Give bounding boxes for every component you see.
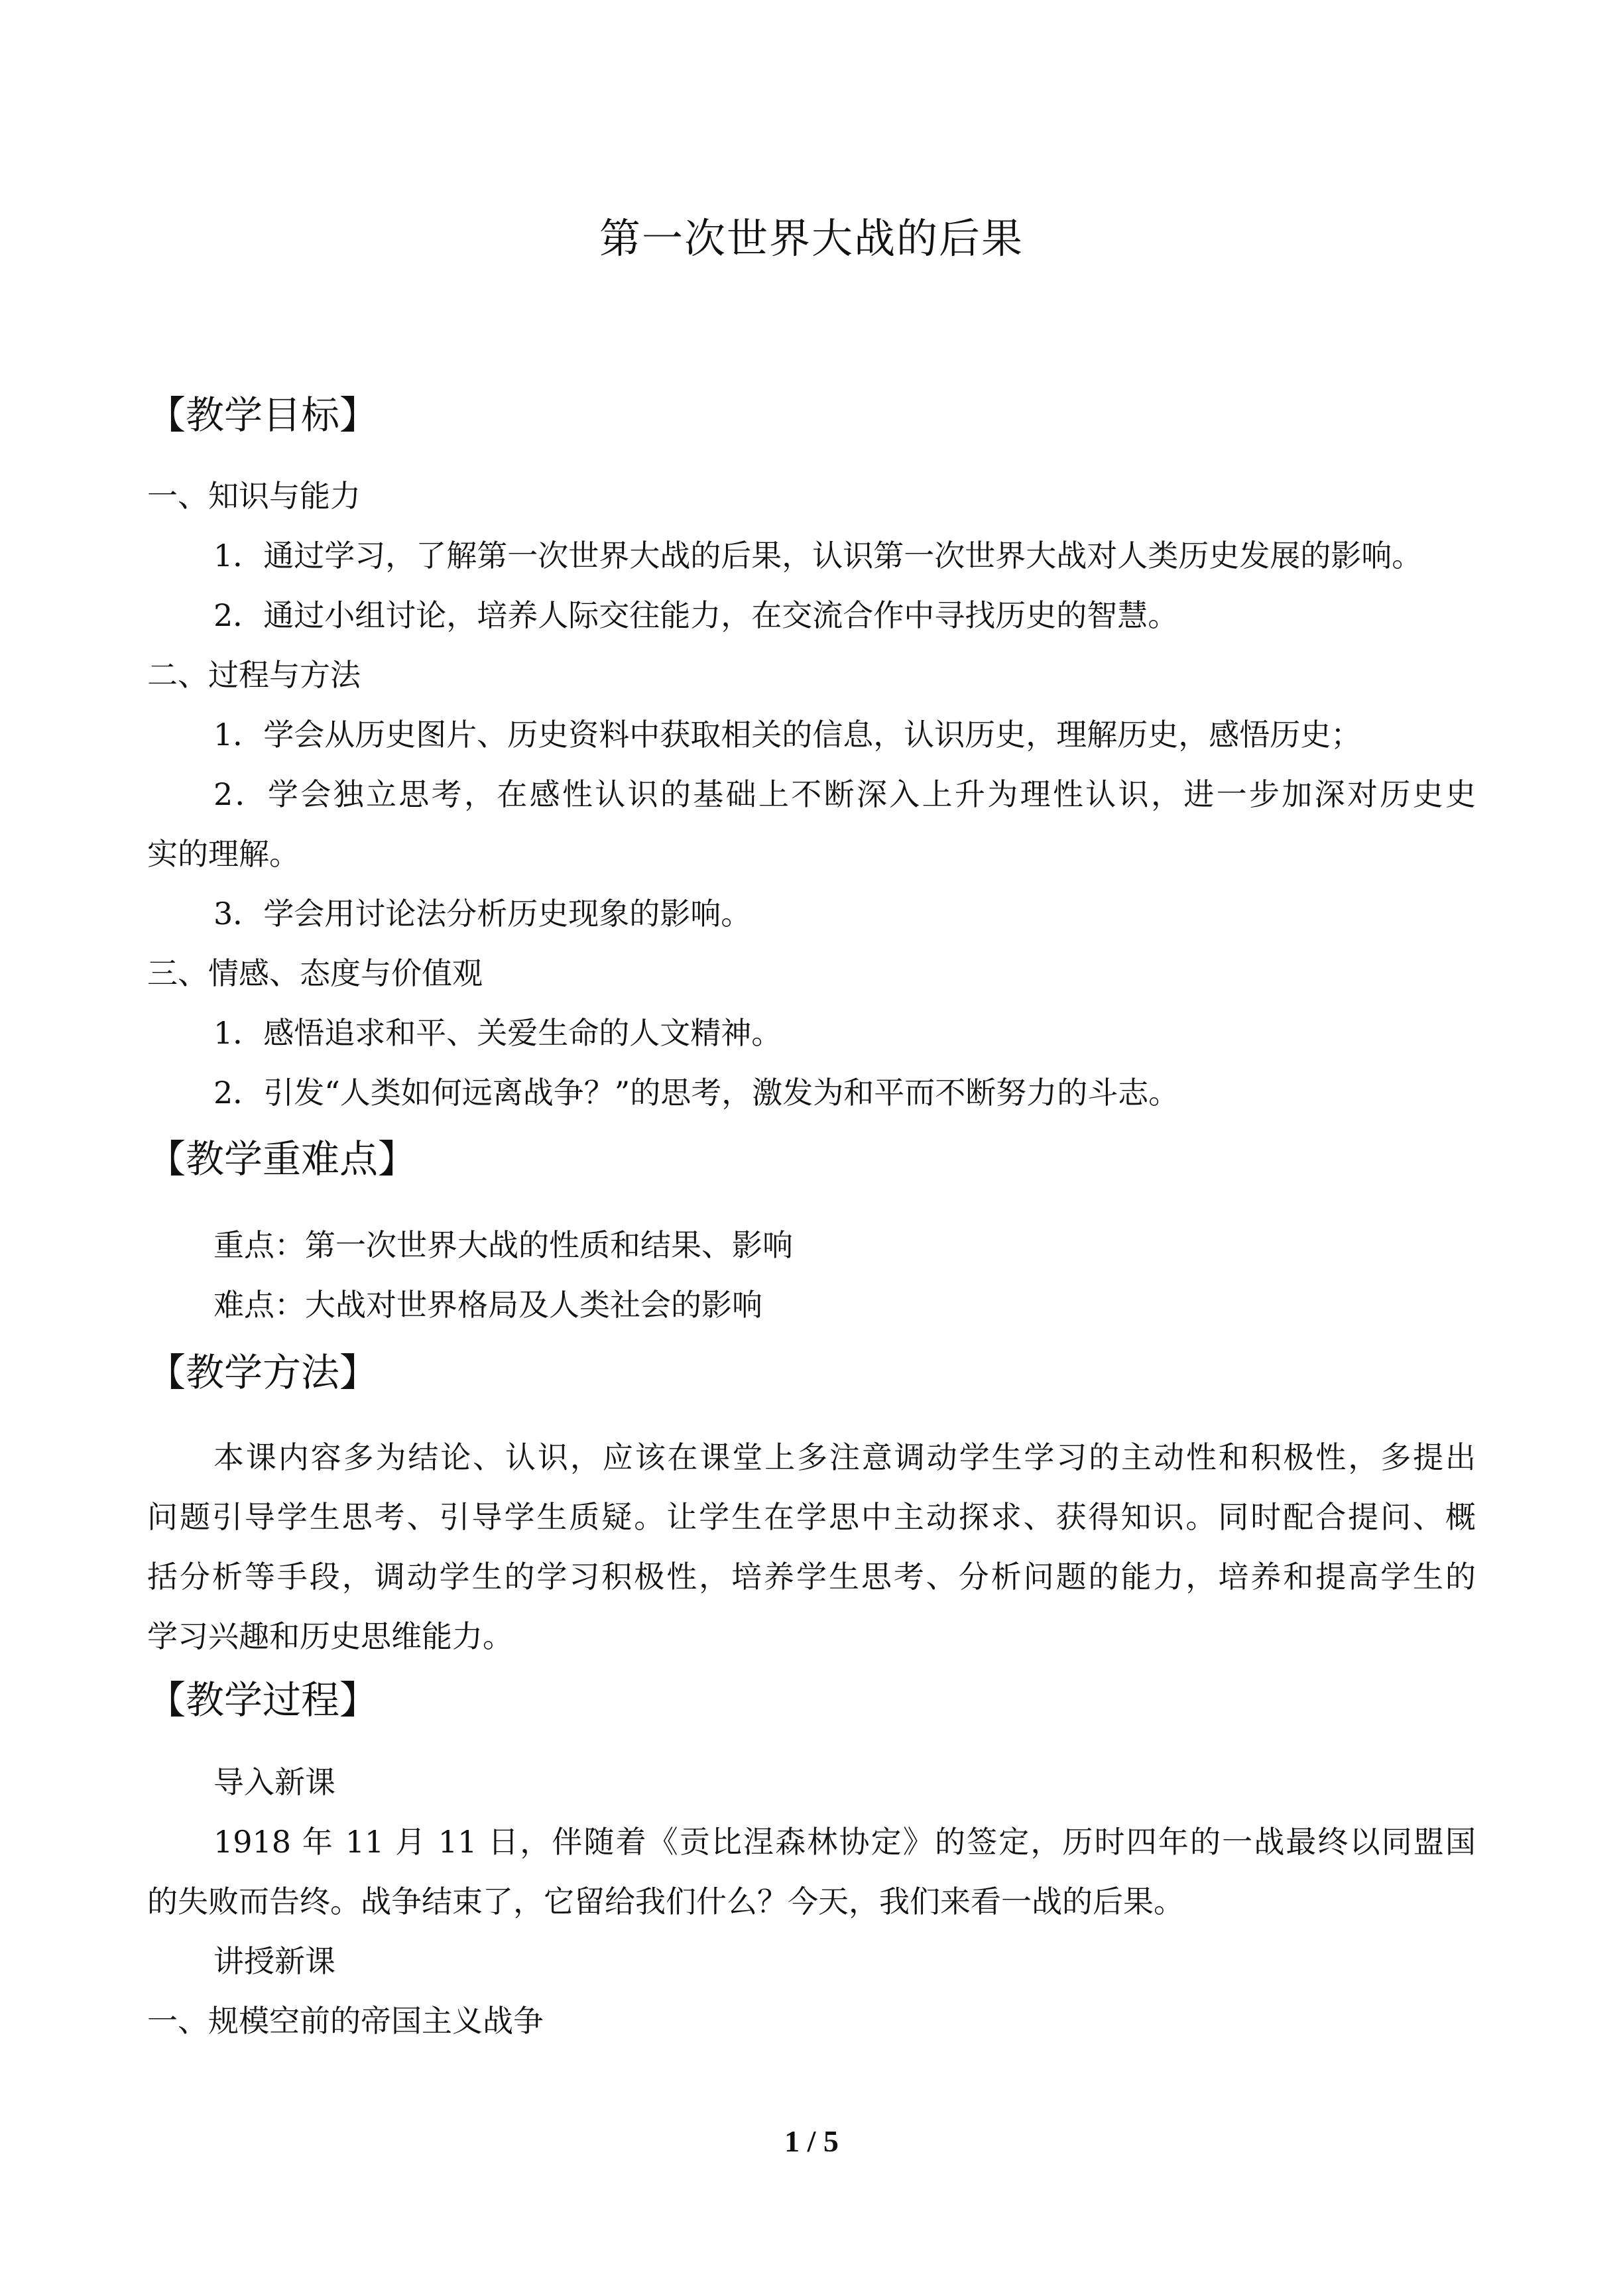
subsection-process: 二、过程与方法 — [147, 657, 361, 693]
teach-title: 讲授新课 — [213, 1943, 335, 1979]
page-number: 1 / 5 — [784, 2124, 839, 2158]
goal-item: 2．通过小组讨论，培养人际交往能力，在交流合作中寻找历史的智慧。 — [213, 597, 1179, 633]
subsection-values: 三、情感、态度与价值观 — [147, 955, 483, 991]
key-point: 重点：第一次世界大战的性质和结果、影响 — [213, 1227, 793, 1263]
section-heading-goals: 【教学目标】 — [147, 393, 379, 438]
goal-item: 2．引发“人类如何远离战争？”的思考，激发为和平而不断努力的斗志。 — [213, 1075, 1179, 1111]
intro-paragraph-line: 的失败而告终。战争结束了，它留给我们什么？今天，我们来看一战的后果。 — [147, 1884, 1184, 1919]
part-heading: 一、规模空前的帝国主义战争 — [147, 2003, 544, 2039]
section-heading-process: 【教学过程】 — [147, 1677, 379, 1722]
methods-paragraph-line: 括分析等手段，调动学生的学习积极性，培养学生思考、分析问题的能力，培养和提高学生的 — [147, 1559, 1476, 1595]
subsection-knowledge: 一、知识与能力 — [147, 478, 361, 514]
intro-title: 导入新课 — [213, 1764, 335, 1800]
intro-paragraph-line: 1918 年 11 月 11 日，伴随着《贡比涅森林协定》的签定，历时四年的一战最终以同盟国 — [213, 1824, 1476, 1860]
document-title: 第一次世界大战的后果 — [599, 214, 1024, 263]
methods-paragraph-line: 学习兴趣和历史思维能力。 — [147, 1618, 513, 1654]
section-heading-methods: 【教学方法】 — [147, 1350, 379, 1395]
goal-item: 3．学会用讨论法分析历史现象的影响。 — [213, 896, 752, 932]
goal-item: 1．学会从历史图片、历史资料中获取相关的信息，认识历史，理解历史，感悟历史； — [213, 717, 1362, 753]
goal-item: 1．感悟追求和平、关爱生命的人文精神。 — [213, 1015, 782, 1051]
section-heading-keypoints: 【教学重难点】 — [147, 1136, 417, 1181]
goal-item: 2．学会独立思考，在感性认识的基础上不断深入上升为理性认识，进一步加深对历史史 — [213, 776, 1476, 812]
methods-paragraph-line: 问题引导学生思考、引导学生质疑。让学生在学思中主动探求、获得知识。同时配合提问、概 — [147, 1499, 1476, 1535]
goal-item: 1．通过学习，了解第一次世界大战的后果，认识第一次世界大战对人类历史发展的影响。 — [213, 538, 1423, 574]
goal-item-continued: 实的理解。 — [147, 836, 300, 872]
difficult-point: 难点：大战对世界格局及人类社会的影响 — [213, 1287, 762, 1323]
methods-paragraph-line: 本课内容多为结论、认识，应该在课堂上多注意调动学生学习的主动性和积极性，多提出 — [213, 1439, 1476, 1475]
